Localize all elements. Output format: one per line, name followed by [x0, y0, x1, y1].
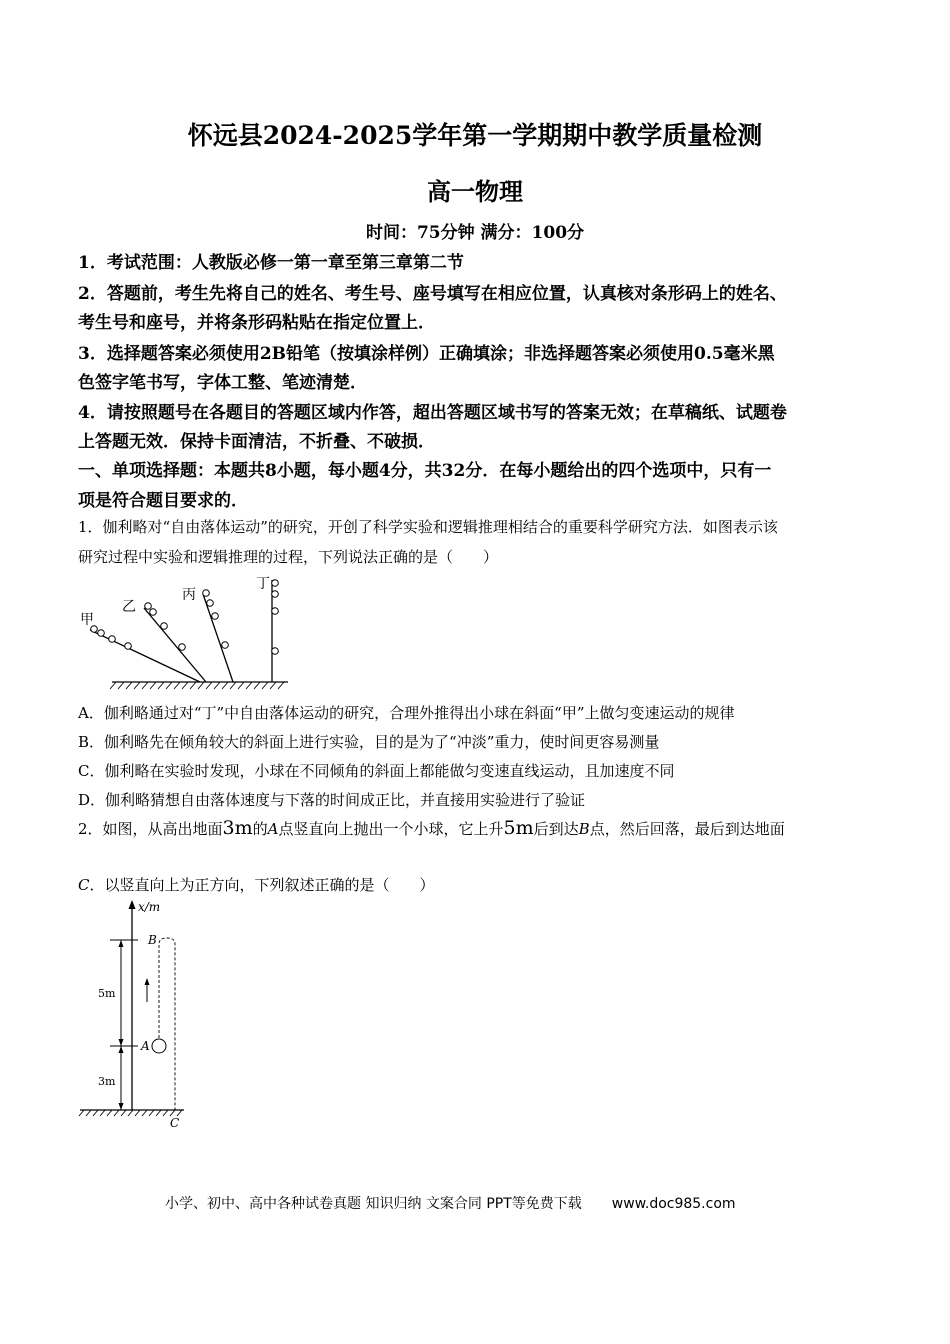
label-yi: 乙 [122, 599, 136, 615]
subject-title: 高一物理 [427, 177, 523, 206]
footer-text: 小学、初中、高中各种试卷真题 知识归纳 文案合同 PPT等免费下载 [165, 1196, 582, 1212]
section-heading: 一、单项选择题：本题共8小题，每小题4分，共32分．在每小题给出的四个选项中，只有一 [78, 461, 772, 481]
label-ding: 丁 [256, 576, 270, 592]
label-c: C [170, 1116, 180, 1130]
label-bing: 丙 [182, 587, 196, 603]
time-score: 时间：75分钟 满分：100分 [365, 223, 585, 243]
vertical-throw-figure [78, 896, 218, 1136]
footer [165, 1193, 736, 1213]
exam-title: 怀远县2024-2025学年第一学期期中教学质量检测 [187, 121, 763, 150]
instruction-line: 上答题无效．保持卡面清洁，不折叠、不破损． [78, 432, 435, 452]
question-2-stem [78, 817, 785, 839]
instruction-line: 3．选择题答案必须使用2B铅笔（按填涂样例）正确填涂；非选择题答案必须使用0.5毫米黑 [78, 344, 775, 364]
question-1-stem: 研究过程中实验和逻辑推理的过程，下列说法正确的是（ ） [78, 548, 499, 566]
instruction-line: 2．答题前，考生先将自己的姓名、考生号、座号填写在相应位置，认真核对条形码上的姓名、 [78, 284, 787, 304]
stem-text: 的 [252, 820, 268, 838]
dim-5m: 5m [98, 987, 116, 1000]
instruction-line: 色签字笔书写，字体工整、笔迹清楚． [78, 373, 367, 393]
footer-url[interactable]: www.doc985.com [611, 1196, 736, 1212]
label-b: B [148, 933, 157, 947]
option-a: A．伽利略通过对“丁”中自由落体运动的研究，合理外推得出小球在斜面“甲”上做匀变速运动的规律 [78, 704, 735, 722]
axis-label: x/m [138, 900, 161, 914]
option-d: D．伽利略猜想自由落体速度与下落的时间成正比，并直接用实验进行了验证 [78, 791, 586, 809]
stem-text: 2．如图，从高出地面 [78, 820, 223, 838]
stem-text: 后到达 [533, 820, 579, 838]
label-jia: 甲 [80, 612, 94, 628]
instruction-line: 4．请按照题号在各题目的答题区域内作答，超出答题区域书写的答案无效；在草稿纸、试题卷 [78, 403, 787, 423]
question-2-stem-line2 [78, 874, 435, 895]
point-c: C [78, 876, 90, 894]
instruction-line: 1．考试范围：人教版必修一第一章至第三章第二节 [78, 253, 464, 273]
instruction-line: 考生号和座号，并将条形码粘贴在指定位置上． [78, 313, 435, 333]
height-3m: 3m [222, 817, 253, 839]
label-a: A [141, 1039, 150, 1053]
question-1-stem: 1．伽利略对“自由落体运动”的研究，开创了科学实验和逻辑推理相结合的重要科学研究方法．如图表示该 [78, 518, 778, 536]
point-b: B [578, 820, 590, 838]
galileo-inclines-figure [78, 572, 293, 692]
section-heading: 项是符合题目要求的． [78, 491, 248, 511]
option-c: C．伽利略在实验时发现，小球在不同倾角的斜面上都能做匀变速直线运动，且加速度不同 [78, 762, 675, 780]
point-a: A [267, 820, 279, 838]
stem-text: ．以竖直向上为正方向，下列叙述正确的是（ ） [89, 876, 435, 894]
height-5m: 5m [503, 817, 534, 839]
option-b: B．伽利略先在倾角较大的斜面上进行实验，目的是为了“冲淡”重力，使时间更容易测量 [78, 733, 660, 751]
stem-text: 点，然后回落，最后到达地面 [589, 820, 785, 838]
stem-text: 点竖直向上抛出一个小球，它上升 [278, 820, 504, 838]
dim-3m: 3m [98, 1075, 116, 1088]
